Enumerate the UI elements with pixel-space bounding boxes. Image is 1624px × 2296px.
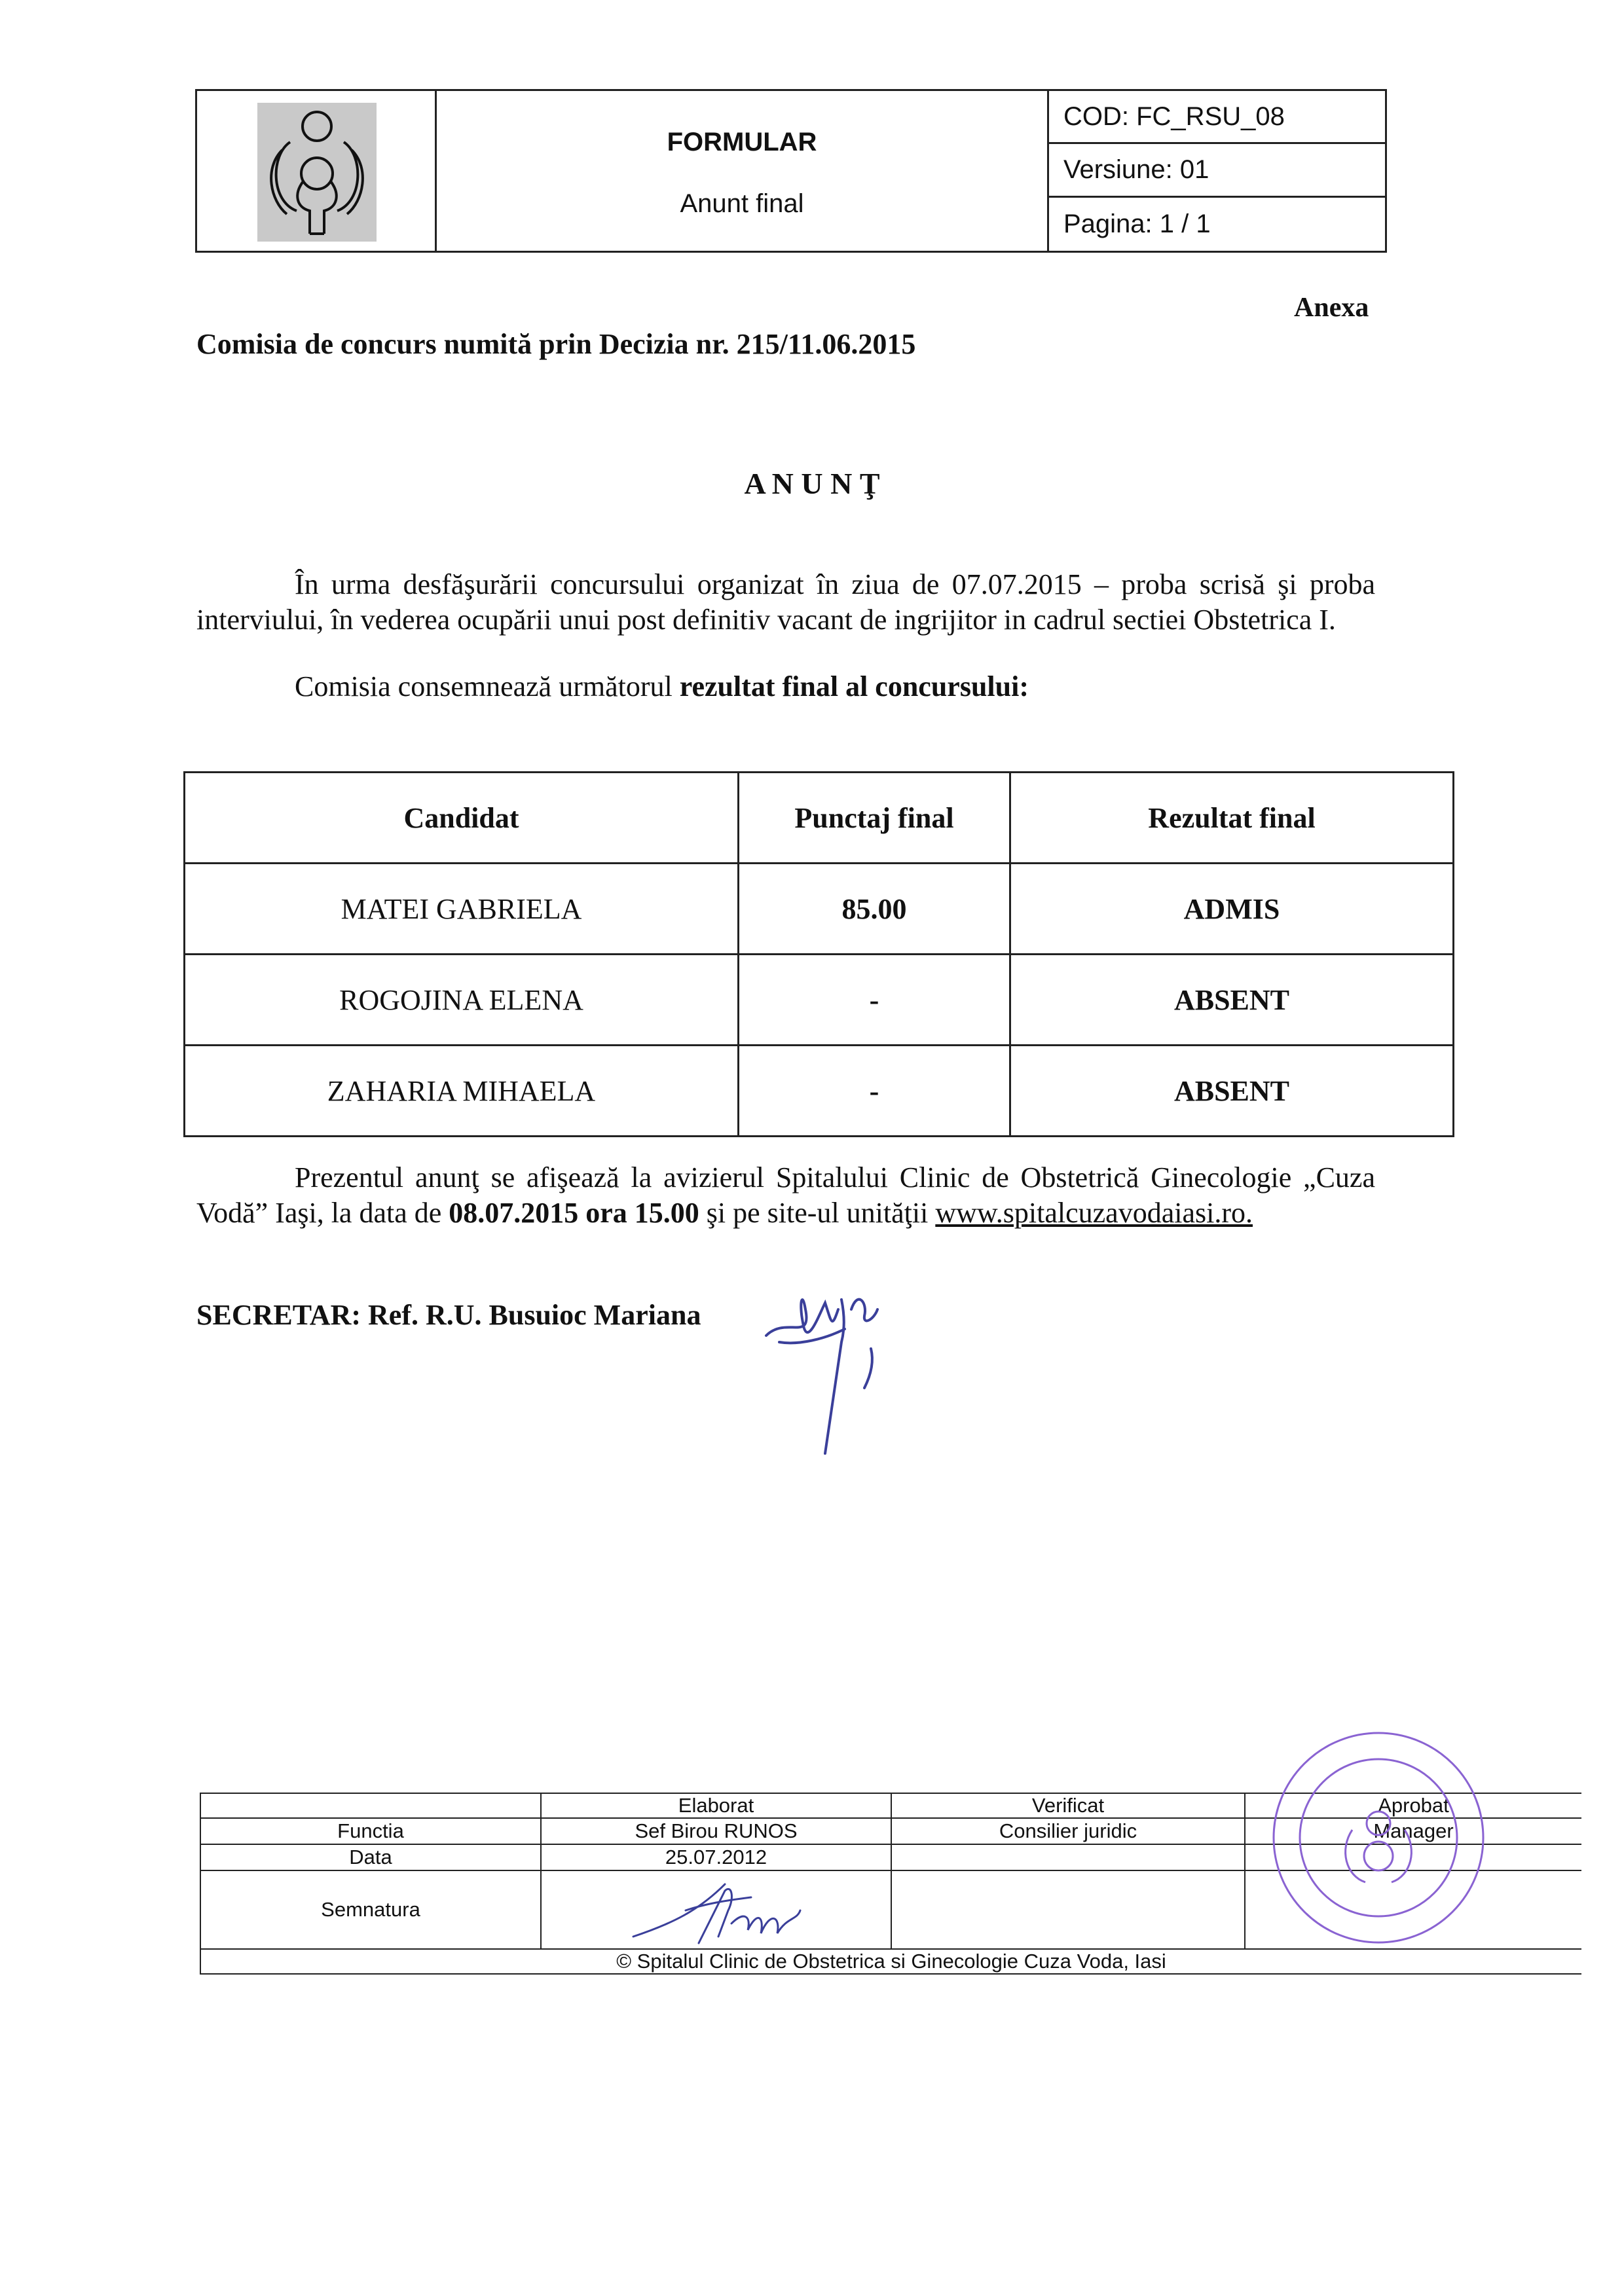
- data-elaborat: 25.07.2012: [541, 1844, 891, 1870]
- secretary-role: SECRETAR: [196, 1299, 352, 1331]
- result-lead-paragraph: [295, 669, 1029, 704]
- form-subtitle: Anunt final: [680, 189, 804, 218]
- data-verificat: [891, 1844, 1245, 1870]
- secretary-line: [196, 1298, 701, 1332]
- results-header-row: [185, 773, 1454, 864]
- results-table: [183, 771, 1454, 1137]
- header-punctaj: Punctaj final: [739, 773, 1010, 864]
- announcement-title: A N U N Ţ: [744, 467, 880, 500]
- secretary-signature: [760, 1264, 956, 1460]
- candidate-result: ABSENT: [1010, 955, 1454, 1046]
- functia-elaborat: Sef Birou RUNOS: [541, 1818, 891, 1844]
- posting-text-1: Prezentul anunţ se afişează la avizierul Spitalului Clinic de Obstetrică Ginecologie „Cuza Vodă” Iaşi, la data de: [196, 1161, 1375, 1229]
- functia-label: Functia: [200, 1818, 541, 1844]
- table-row: [185, 1046, 1454, 1137]
- candidate-name: ROGOJINA ELENA: [185, 955, 739, 1046]
- posting-datetime: 08.07.2015 ora 15.00: [449, 1197, 699, 1229]
- secretary-name: : Ref. R.U. Busuioc Mariana: [351, 1299, 701, 1331]
- form-title-cell: [437, 91, 1049, 251]
- form-code: COD: FC_RSU_08: [1049, 91, 1385, 144]
- result-lead-bold: rezultat final al concursului:: [679, 670, 1029, 702]
- form-version: Versiune: 01: [1049, 144, 1385, 197]
- functia-aprobat: Manager: [1245, 1818, 1581, 1844]
- table-row: [185, 955, 1454, 1046]
- form-header: [195, 89, 1387, 253]
- posting-paragraph: [196, 1160, 1375, 1231]
- intro-paragraph: În urma desfăşurării concursului organizat în ziua de 07.07.2015 – proba scrisă şi proba interviului, în vederea ocupării unui post definitiv vacant de ingrijitor in cadrul sectiei Obstetrica I.: [196, 568, 1375, 636]
- form-page: Pagina: 1 / 1: [1063, 209, 1211, 238]
- header-rezultat: Rezultat final: [1010, 773, 1454, 864]
- functia-verificat: Consilier juridic: [891, 1818, 1245, 1844]
- header-aprobat: Aprobat: [1245, 1793, 1581, 1818]
- annex-label: Anexa: [1294, 293, 1369, 323]
- elaborat-signature: [620, 1871, 843, 1948]
- candidate-name: ZAHARIA MIHAELA: [185, 1046, 739, 1137]
- table-row: [185, 864, 1454, 955]
- approval-corner: [200, 1793, 541, 1818]
- hospital-logo-icon: [257, 103, 377, 242]
- posting-text-2: şi pe site-ul unităţii: [699, 1197, 936, 1229]
- data-label: Data: [200, 1844, 541, 1870]
- candidate-score: -: [739, 1046, 1010, 1137]
- candidate-score: -: [739, 955, 1010, 1046]
- header-candidat: Candidat: [185, 773, 739, 864]
- header-elaborat: Elaborat: [541, 1793, 891, 1818]
- candidate-result: ADMIS: [1010, 864, 1454, 955]
- candidate-score: 85.00: [739, 864, 1010, 955]
- round-stamp: [1261, 1725, 1496, 1954]
- header-verificat: Verificat: [891, 1793, 1245, 1818]
- semnatura-label: Semnatura: [200, 1870, 541, 1949]
- form-meta-cell: [1049, 91, 1385, 251]
- result-lead-text: Comisia consemnează următorul: [295, 670, 680, 702]
- form-title: FORMULAR: [667, 128, 817, 156]
- candidate-name: MATEI GABRIELA: [185, 864, 739, 955]
- semnatura-verificat: [891, 1870, 1245, 1949]
- website-link[interactable]: www.spitalcuzavodaiasi.ro.: [935, 1197, 1253, 1229]
- commission-decision: Comisia de concurs numită prin Decizia nr. 215/11.06.2015: [196, 328, 916, 360]
- logo-cell: [197, 91, 437, 251]
- candidate-result: ABSENT: [1010, 1046, 1454, 1137]
- semnatura-elaborat: [541, 1870, 891, 1949]
- copyright-text: © Spitalul Clinic de Obstetrica si Ginecologie Cuza Voda, Iasi: [200, 1949, 1581, 1974]
